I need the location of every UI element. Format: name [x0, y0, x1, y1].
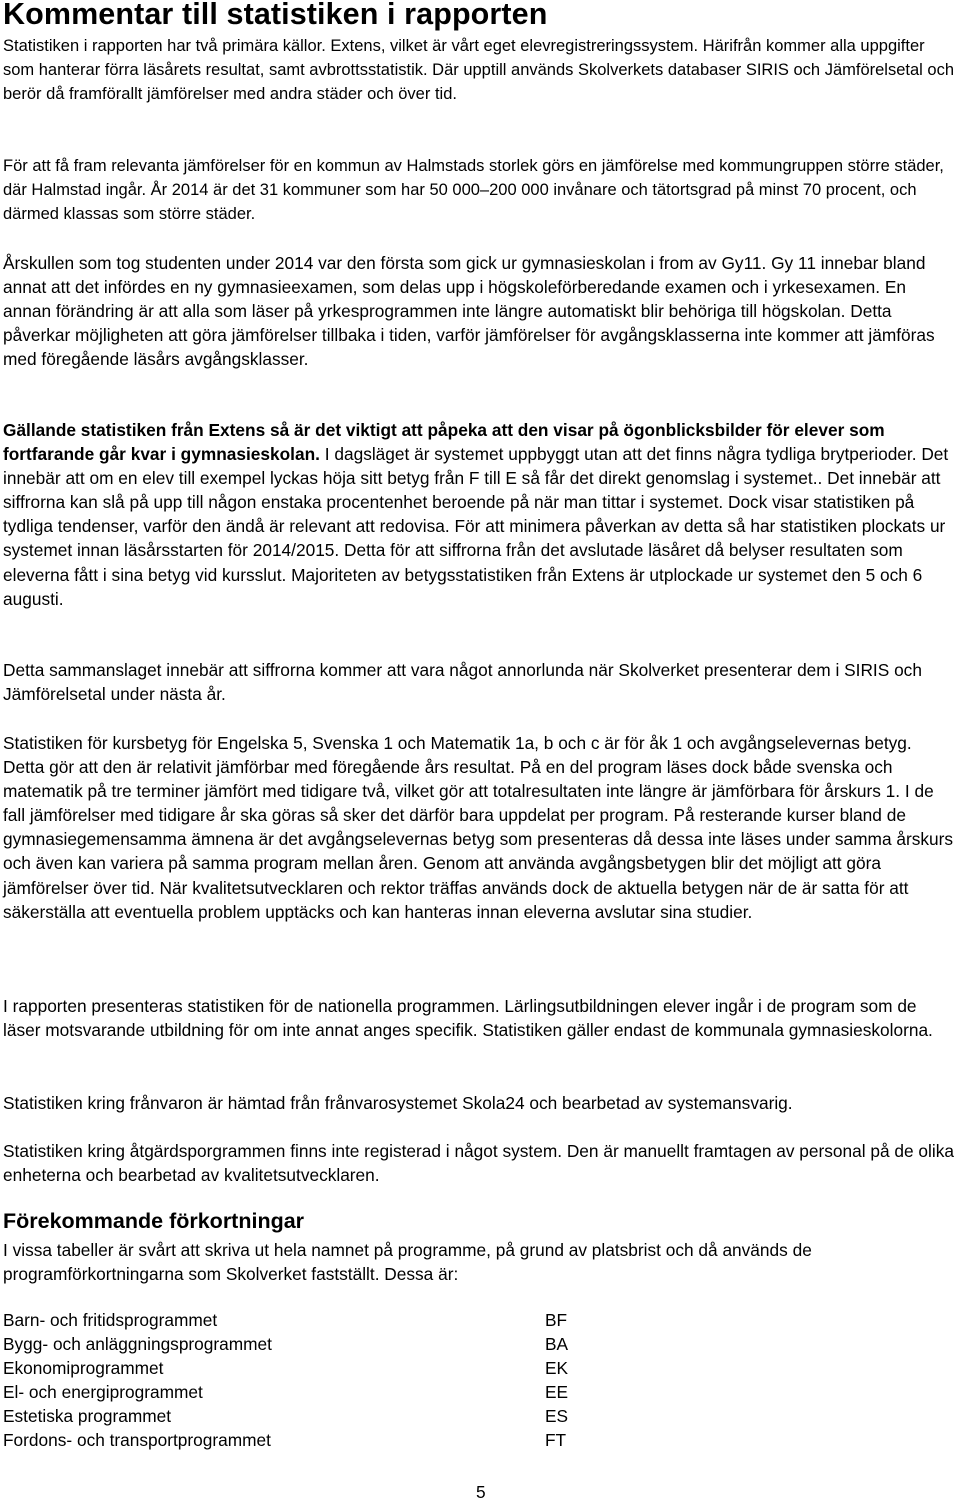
program-code: EK — [545, 1358, 569, 1379]
page-title: Kommentar till statistiken i rapporten — [3, 0, 548, 31]
program-name: Bygg- och anläggningsprogrammet — [3, 1334, 272, 1355]
program-code: BA — [545, 1334, 569, 1355]
bold-notice: Gällande statistiken från Extens så är det viktigt att påpeka att den visar på ögonblicksbilder för elever som fortfarande går kvar i gymnasieskolan. — [3, 420, 885, 465]
abbreviation-row — [3, 1308, 957, 1332]
program-code: FT — [545, 1430, 567, 1451]
paragraph-course-grades: Statistiken för kursbetyg för Engelska 5, Svenska 1 och Matematik 1a, b och c är för åk 1 och avgångselevernas betyg. Detta gör att den är relativit jämförbar med föregående års resultat. På en del program läses dock både svenska och matematik på tre terminer jämfört med tidigare två, vilket gör att totalresultaten inte längre är jämförbara för årskurs 1. I de fall jämförelser med tidigare år ska göras så sker det därför bara uppdelat per program. På resterande kurser bland de gymnasiegemensamma ämnena är det avgångselevernas betyg som presenteras då dessa inte läses under samma årskurs och även kan variera på samma program mellan åren. Genom att använda avgångsbetygen blir det möjligt att göra jämförelser över tid. När kvalitetsutvecklaren och rektor träffas används dock de aktuella betygen när de är satta för att säkerställa att eventuella problem upptäcks och kan hanteras innan eleverna avslutar sina studier. — [3, 733, 954, 922]
paragraph-extens-snapshot — [3, 418, 957, 611]
abbreviation-list — [3, 1308, 957, 1453]
paragraph-sources: Statistiken i rapporten har två primära källor. Extens, vilket är vårt eget elevregistreringssystem. Härifrån kommer alla uppgifter som hanterar förra läsårets resultat, samt avbrottsstatistik. Där upptill används Skolverkets databaser SIRIS och Jämförelsetal och berör då framförallt jämförelser med andra städer och över tid. — [3, 37, 954, 104]
paragraph-merged: Detta sammanslaget innebär att siffrorna kommer att vara något annorlunda när Skolverket presenterar dem i SIRIS och Jämförelsetal under nästa år. — [3, 660, 922, 705]
program-name: Estetiska programmet — [3, 1406, 172, 1427]
section-heading-abbreviations: Förekommande förkortningar — [3, 1209, 305, 1233]
program-name: Ekonomiprogrammet — [3, 1358, 164, 1379]
program-name: Fordons- och transportprogrammet — [3, 1430, 271, 1451]
abbreviation-row — [3, 1332, 957, 1356]
page-number: 5 — [476, 1482, 486, 1502]
program-code: ES — [545, 1406, 569, 1427]
program-name: El- och energiprogrammet — [3, 1382, 203, 1403]
program-name: Barn- och fritidsprogrammet — [3, 1310, 218, 1330]
paragraph-extens-rest: I dagsläget är systemet uppbyggt utan att det finns några tydliga brytperioder. Det innebär att om en elev till exempel lyckas höja sitt betyg från F till E så får det direkt genomslag i systemet.. Det innebär att siffrorna kan slå på upp till någon enstaka procentenhet beroende på när man tittar i systemet. Dock visar statistiken på tydliga tendenser, varför den ändå är relevant att redovisa. För att minimera påverkan av detta så har statistiken plockats ur systemet innan läsårsstarten för 2014/2015. Detta för att siffrorna från det avslutade läsåret då belyser resultaten som eleverna fått i sina betyg vid kursslut. Majoriteten av betygsstatistiken från Extens är utplockade ur systemet den 5 och 6 augusti. — [3, 444, 949, 609]
abbreviation-row — [3, 1404, 957, 1428]
paragraph-gy11: Årskullen som tog studenten under 2014 var den första som gick ur gymnasieskolan i from av Gy11. Gy 11 innebar bland annat att det infördes en ny gymnasieexamen, som delas upp i högskoleförberedande examen och i yrkesexamen. En annan förändring är att alla som läser på yrkesprogrammen inte längre automatiskt blir behöriga till högskolan. Detta påverkar möjligheten att göra jämförelser tillbaka i tiden, varför jämförelser för avgångsklasserna inte kommer att jämföras med föregående läsårs avgångsklasser. — [3, 253, 935, 370]
program-code: BF — [545, 1310, 568, 1330]
paragraph-action-programs: Statistiken kring åtgärdsporgrammen finns inte registerad i något system. Den är manuellt framtagen av personal på de olika enheterna och bearbetad av kvalitetsutvecklaren. — [3, 1141, 954, 1186]
program-code: EE — [545, 1382, 569, 1403]
abbreviation-row — [3, 1380, 957, 1404]
paragraph-comparison-group: För att få fram relevanta jämförelser för en kommun av Halmstads storlek görs en jämförelse med kommungruppen större städer, där Halmstad ingår. År 2014 är det 31 kommuner som har 50 000–200 000 invånare och tätortsgrad på minst 70 procent, och därmed klassas som större städer. — [3, 157, 944, 223]
paragraph-national-programs: I rapporten presenteras statistiken för de nationella programmen. Lärlingsutbildningen elever ingår i de program som de läser motsvarande utbildning för om inte annat anges specifik. Statistiken gäller endast de kommunala gymnasieskolorna. — [3, 996, 933, 1041]
paragraph-abbreviations-intro: I vissa tabeller är svårt att skriva ut hela namnet på programme, på grund av platsbrist och då används de programförkortningarna som Skolverket fastställt. Dessa är: — [3, 1240, 812, 1285]
paragraph-absence: Statistiken kring frånvaron är hämtad från frånvarosystemet Skola24 och bearbetad av systemansvarig. — [3, 1093, 793, 1113]
abbreviation-row — [3, 1428, 957, 1452]
abbreviation-row — [3, 1356, 957, 1380]
